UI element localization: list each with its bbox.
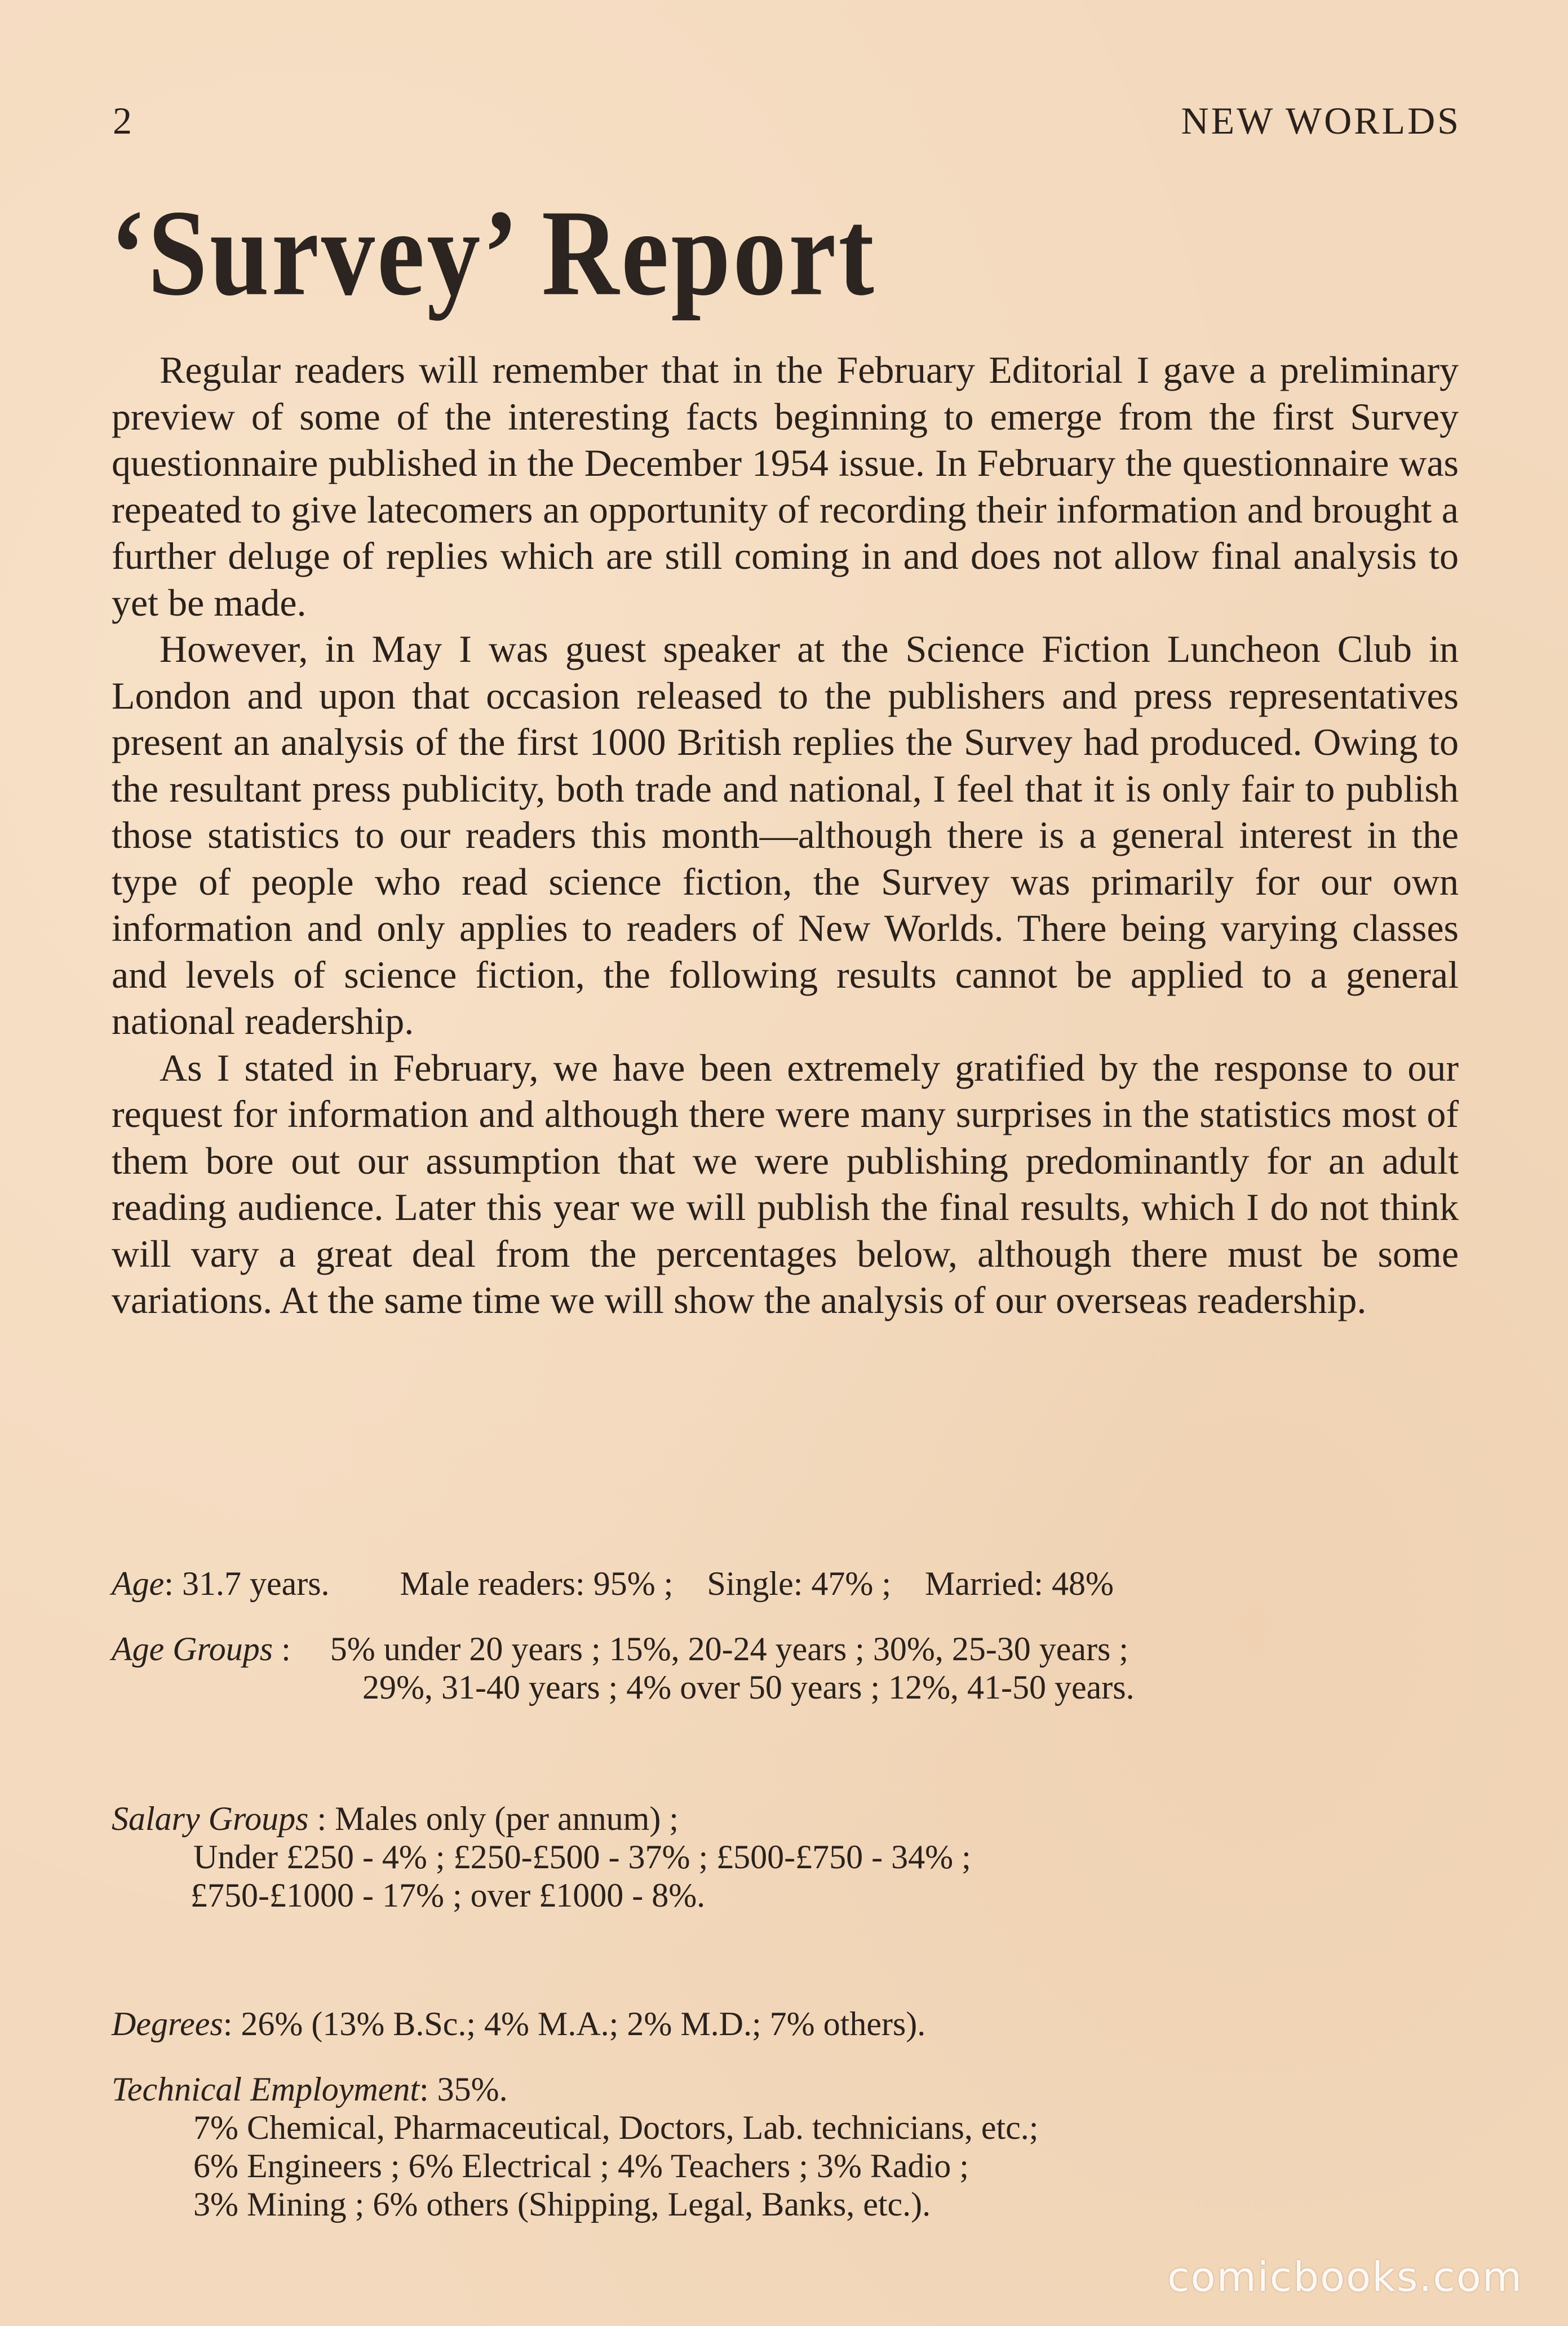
technical-employment-label: Technical Employment	[112, 2071, 420, 2108]
technical-employment-value: : 35%.	[419, 2071, 508, 2108]
age-groups-line-2: 29%, 31-40 years ; 4% over 50 years ; 12%, 41-50 years.	[362, 1669, 1135, 1706]
article-title: ‘Survey’ Report	[110, 185, 876, 321]
paragraph-2: However, in May I was guest speaker at the Science Fiction Luncheon Club in London and upon that occasion released to the publishers and press representatives present an analysis of the first 1000 British replies the Survey had produced. Owing to the resultant press publicity, both trade and national, I feel that it is only fair to publish those statistics to our readers this month—although there is a general interest in the type of people who read science fiction, the Survey was primarily for our own information and only applies to readers of New Worlds. There being varying classes and levels of science fiction, the following results cannot be applied to a general national readership.	[112, 627, 1459, 1042]
survey-statistics	[112, 1564, 1464, 2223]
salary-groups-label: Salary Groups	[112, 1800, 309, 1837]
single-readers: Single: 47% ;	[707, 1565, 892, 1602]
paragraph-1: Regular readers will remember that in the February Editorial I gave a preliminary preview of some of the interesting facts beginning to emerge from the first Survey questionnaire published in the December 1954 issue. In February the questionnaire was repeated to give latecomers an opportunity of recording their information and brought a further deluge of replies which are still coming in and does not allow final analysis to yet be made.	[112, 348, 1459, 624]
page-number: 2	[113, 99, 134, 142]
age-stats	[112, 1564, 1464, 1603]
age-groups-label: Age Groups	[112, 1630, 273, 1668]
age-groups: Age Groups : 5% under 20 years ; 15%, 20-24 years ; 30%, 25-30 years ; 29%, 31-40 years ; 4% over 50 years ; 12%, 41-50 years.	[112, 1630, 1464, 1706]
running-title: NEW WORLDS	[1181, 99, 1461, 142]
technical-line-3: 3% Mining ; 6% others (Shipping, Legal, Banks, etc.).	[193, 2186, 931, 2223]
paragraph-3: As I stated in February, we have been extremely gratified by the response to our request for information and although there were many surprises in the statistics most of them bore out our assumption that we were publishing predominantly for an adult reading audience. Later this year we will publish the final results, which I do not think will vary a great deal from the percentages below, although there must be some variations. At the same time we will show the analysis of our overseas readership.	[112, 1046, 1459, 1321]
age-label: Age	[112, 1565, 165, 1602]
salary-line-1: Males only (per annum) ;	[335, 1800, 679, 1837]
salary-line-3: £750-£1000 - 17% ; over £1000 - 8%.	[191, 1877, 706, 1914]
salary-line-2: Under £250 - 4% ; £250-£500 - 37% ; £500-£750 - 34% ;	[193, 1838, 971, 1876]
article-body	[112, 347, 1459, 1324]
male-readers: Male readers: 95% ;	[400, 1565, 674, 1602]
technical-line-2: 6% Engineers ; 6% Electrical ; 4% Teachers ; 3% Radio ;	[193, 2147, 969, 2185]
page-header	[113, 99, 1461, 149]
age-value: : 31.7 years.	[164, 1565, 330, 1602]
degrees-label: Degrees	[112, 2005, 223, 2042]
age-groups-line-1: 5% under 20 years ; 15%, 20-24 years ; 30%, 25-30 years ;	[330, 1630, 1129, 1668]
technical-line-1: 7% Chemical, Pharmaceutical, Doctors, Lab. technicians, etc.;	[193, 2109, 1039, 2146]
technical-employment	[112, 2070, 1464, 2223]
degrees-value: : 26% (13% B.Sc.; 4% M.A.; 2% M.D.; 7% others).	[223, 2005, 926, 2042]
degrees	[112, 2005, 1464, 2043]
site-watermark: comicbooks.com	[1167, 2253, 1523, 2301]
married-readers: Married: 48%	[925, 1565, 1114, 1602]
salary-groups: Salary Groups : Males only (per annum) ; Under £250 - 4% ; £250-£500 - 37% ; £500-£750 - 34% ; £750-£1000 - 17% ; over £1000 - 8%.	[112, 1799, 1464, 1914]
